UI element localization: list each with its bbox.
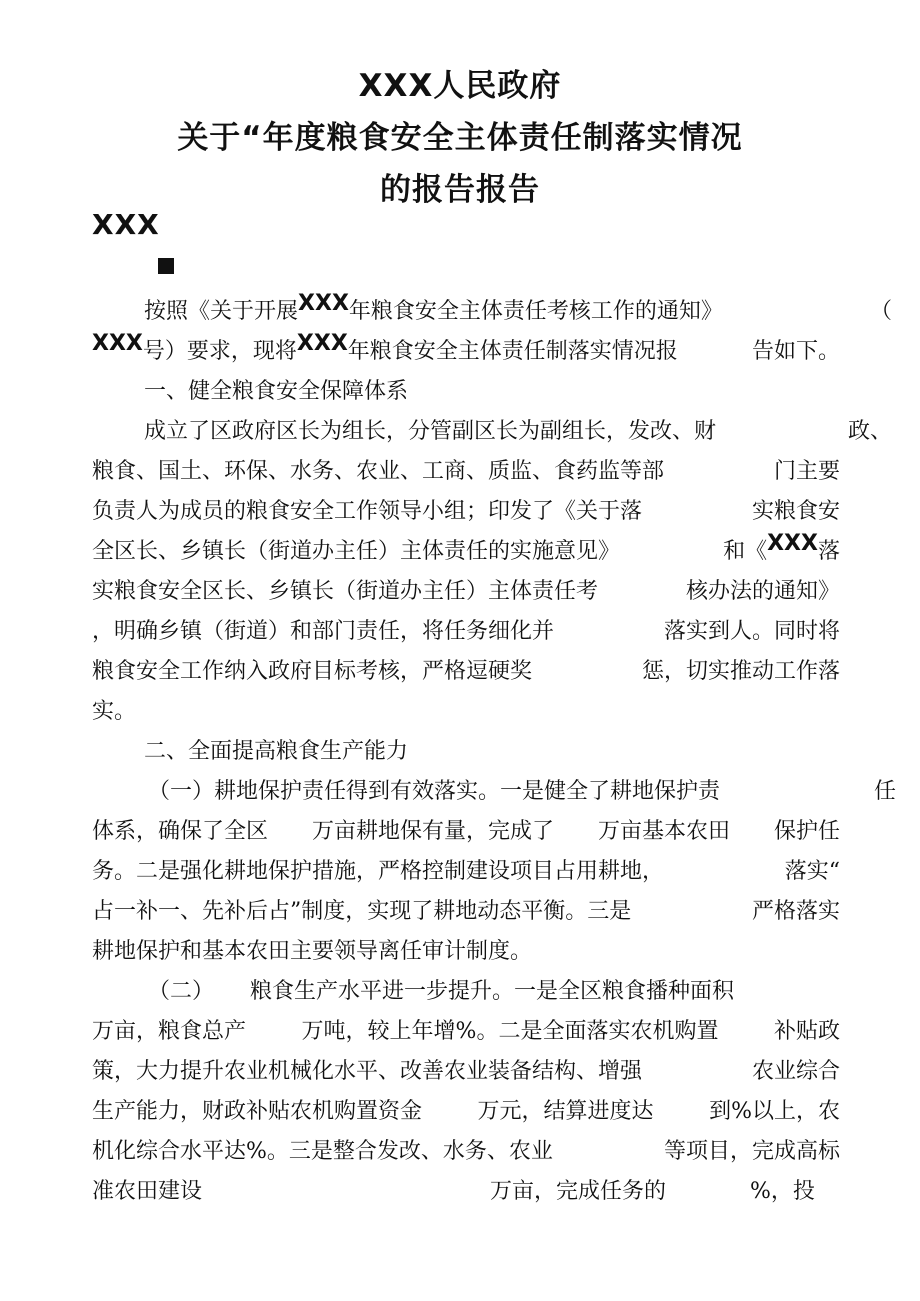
paragraph-line: 按照《关于开展XXX年粮食安全主体责任考核工作的通知》 （ — [144, 292, 892, 324]
paragraph-line: 耕地保护和基本农田主要领导离任审计制度。 — [92, 939, 533, 964]
paragraph-line: 负责人为成员的粮食安全工作领导小组；印发了《关于落 实粮食安 — [92, 499, 840, 524]
paragraph-line: 务。二是强化耕地保护措施，严格控制建设项目占用耕地， 落实“ — [92, 859, 840, 884]
paragraph-line: 体系，确保了全区 万亩耕地保有量，完成了 万亩基本农田 保护任 — [92, 819, 840, 844]
paragraph-line: 策，大力提升农业机械化水平、改善农业装备结构、增强 农业综合 — [92, 1059, 840, 1084]
report-title-line-3: 的报告报告 — [380, 172, 540, 208]
paragraph-line: 占一补一、先补后占”制度，实现了耕地动态平衡。三是 严格落实 — [92, 899, 840, 924]
paragraph-line: （一）耕地保护责任得到有效落实。一是健全了耕地保护责 任 — [148, 779, 896, 804]
paragraph-line: 准农田建设 万亩，完成任务的 %，投 — [92, 1179, 815, 1204]
paragraph-line: 全区长、乡镇长（街道办主任）主体责任的实施意见》 和《XXX落 — [92, 532, 840, 564]
paragraph-line: 实。 — [92, 699, 137, 724]
section-heading: 二、全面提高粮食生产能力 — [144, 739, 409, 764]
report-title-line-1: XXX人民政府 — [358, 68, 562, 104]
paragraph-line: ，明确乡镇（街道）和部门责任，将任务细化并 落实到人。同时将 — [92, 619, 840, 644]
paragraph-line: 粮食安全工作纳入政府目标考核，严格逗硬奖 惩，切实推动工作落 — [92, 659, 840, 684]
paragraph-line: 生产能力，财政补贴农机购置资金 万元，结算进度达 到%以上，农 — [92, 1099, 840, 1124]
paragraph-line: 粮食、国土、环保、水务、农业、工商、质监、食药监等部 门主要 — [92, 459, 840, 484]
bullet-square-icon — [158, 258, 174, 274]
paragraph-line: XXX号）要求，现将XXX年粮食安全主体责任制落实情况报 告如下。 — [92, 332, 840, 364]
paragraph-line: 实粮食安全区长、乡镇长（街道办主任）主体责任考 核办法的通知》 — [92, 579, 840, 604]
report-title-line-2: 关于“年度粮食安全主体责任制落实情况 — [177, 120, 743, 156]
paragraph-line: （二） 粮食生产水平进一步提升。一是全区粮食播种面积 — [148, 979, 735, 1004]
section-heading: 一、健全粮食安全保障体系 — [144, 379, 409, 404]
issuing-organization: XXX — [92, 208, 160, 241]
paragraph-line: 机化综合水平达%。三是整合发改、水务、农业 等项目，完成高标 — [92, 1139, 840, 1164]
paragraph-line: 成立了区政府区长为组长，分管副区长为副组长，发改、财 政、 — [144, 419, 892, 444]
paragraph-line: 万亩，粮食总产 万吨，较上年增%。二是全面落实农机购置 补贴政 — [92, 1019, 840, 1044]
